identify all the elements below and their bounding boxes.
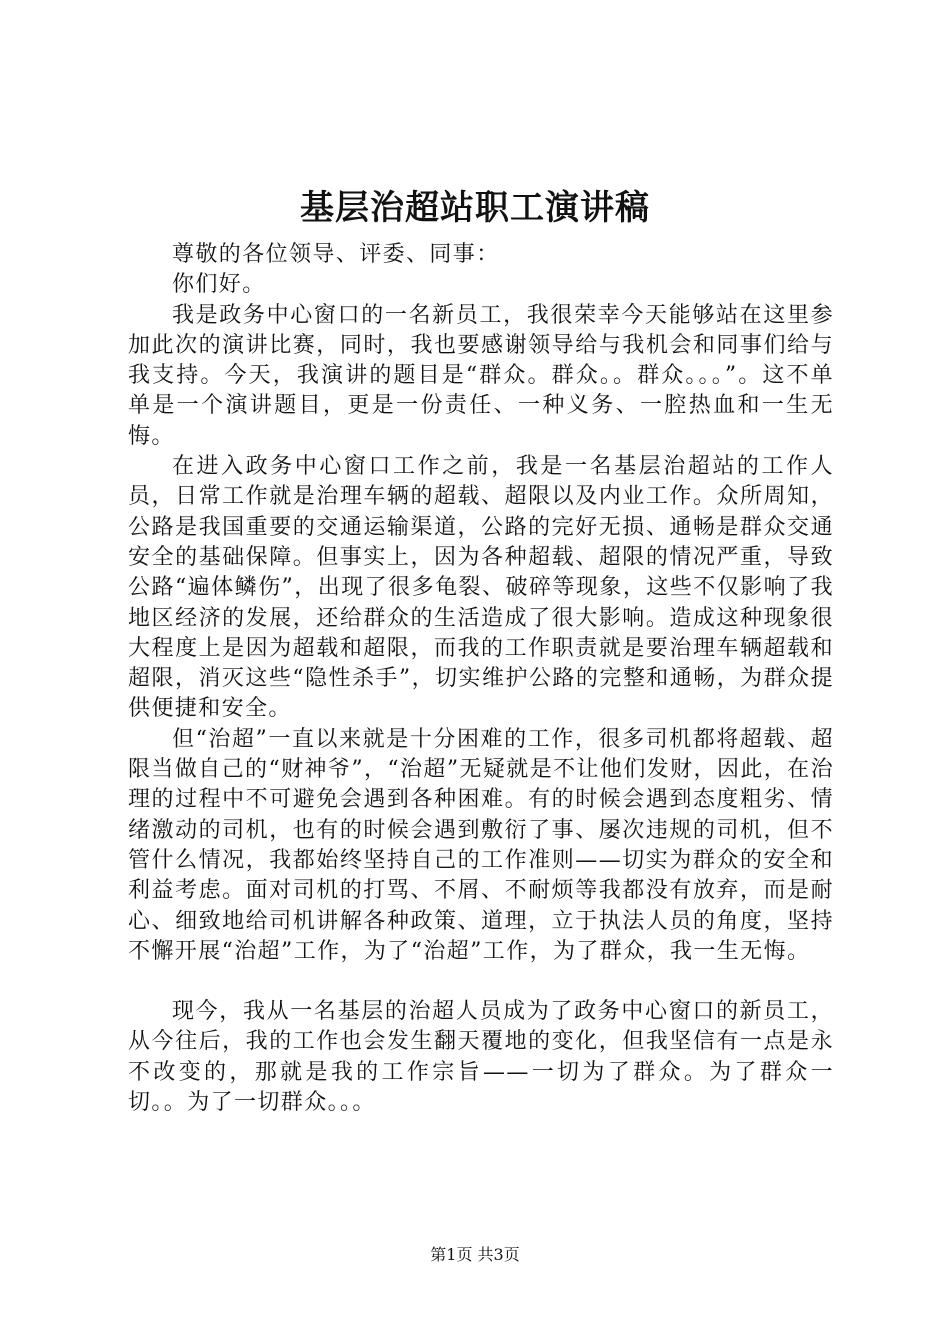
document-body bbox=[128, 240, 834, 1118]
page-number-footer: 第1页 共3页 bbox=[430, 1245, 520, 1264]
paragraph-intro: 我是政务中心窗口的一名新员工，我很荣幸今天能够站在这里参加此次的演讲比赛，同时，我也要感谢领导给与我机会和同事们给与我支持。今天，我演讲的题目是“群众。群众。。群众。。。”。这不单单是一个演讲题目，更是一份责任、一种义务、一腔热血和一生无悔。 bbox=[128, 302, 834, 449]
document-title: 基层治超站职工演讲稿 bbox=[300, 188, 650, 228]
paragraph-difficulties: 但“治超”一直以来就是十分困难的工作，很多司机都将超载、超限当做自己的“财神爷”，“治超”无疑就是不让他们发财，因此，在治理的过程中不可避免会遇到各种困难。有的时候会遇到态度粗劣、情绪激动的司机，也有的时候会遇到敷衍了事、屡次违规的司机，但不管什么情况，我都始终坚持自己的工作准则——切实为群众的安全和利益考虑。面对司机的打骂、不屑、不耐烦等我都没有放弃，而是耐心、细致地给司机讲解各种政策、道理，立于执法人员的角度，坚持不懈开展“治超”工作，为了“治超”工作，为了群众，我一生无悔。 bbox=[128, 726, 834, 964]
greeting: 你们好。 bbox=[172, 272, 266, 298]
paragraph-background: 在进入政务中心窗口工作之前，我是一名基层治超站的工作人员，日常工作就是治理车辆的超载、超限以及内业工作。众所周知，公路是我国重要的交通运输渠道，公路的完好无损、通畅是群众交通安全的基础保障。但事实上，因为各种超载、超限的情况严重，导致公路“遍体鳞伤”，出现了很多龟裂、破碎等现象，这些不仅影响了我地区经济的发展，还给群众的生活造成了很大影响。造成这种现象很大程度上是因为超载和超限，而我的工作职责就是要治理车辆超载和超限，消灭这些“隐性杀手”，切实维护公路的完整和通畅，为群众提供便捷和安全。 bbox=[128, 454, 834, 722]
paragraph-conclusion: 现今，我从一名基层的治超人员成为了政务中心窗口的新员工，从今往后，我的工作也会发生翻天覆地的变化，但我坚信有一点是永不改变的，那就是我的工作宗旨——一切为了群众。为了群众一切。。为了一切群众。。。 bbox=[128, 999, 834, 1116]
salutation: 尊敬的各位领导、评委、同事： bbox=[172, 242, 500, 267]
